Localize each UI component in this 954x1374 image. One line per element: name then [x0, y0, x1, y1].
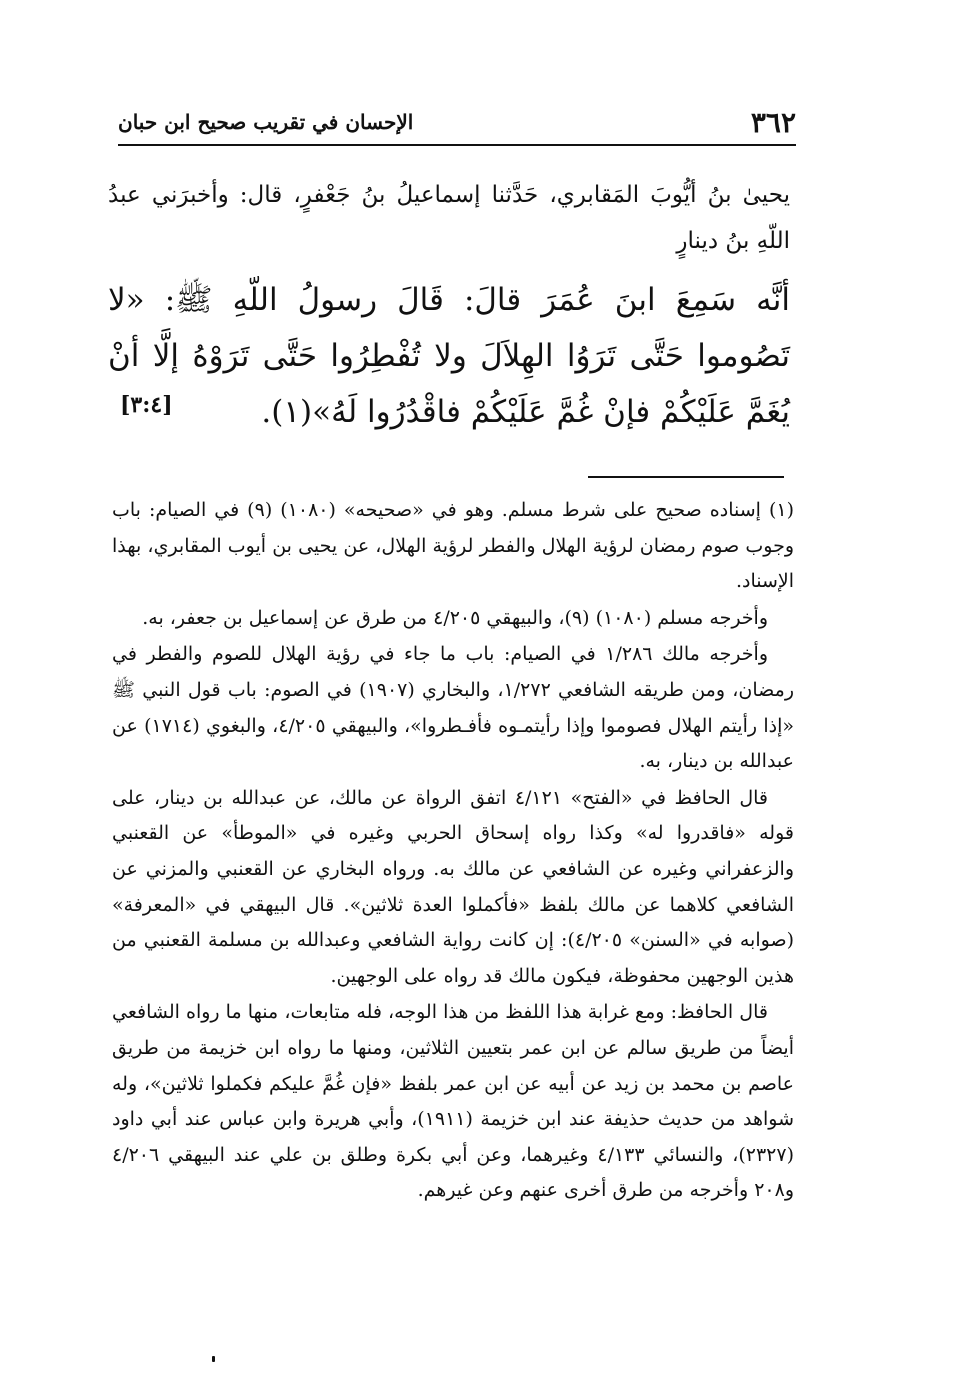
hadith-text: أنَّه سَمِعَ ابنَ عُمَرَ قالَ: قَالَ رسولُ اللّهِ ﷺ: «لا تَصُوموا حَتَّى تَرَوُا الهِلاَلَ ولا تُفْطِرُوا حَتَّى تَرَوْهُ إلَّا أنْ يُغَمَّ عَلَيْكُمْ فإنْ غُمَّ عَلَيْكُمْ فاقْدُرُوا لَهُ»(١). [108, 282, 790, 430]
footnotes [112, 493, 794, 1210]
footnote-paragraph: وأخرجه مسلم (١٠٨٠) (٩)، والبيهقي ٤/٢٠٥ من طرق عن إسماعيل بن جعفر، به. [142, 606, 768, 629]
hadith-chain: يحيىٰ بنُ أيُّوبَ المَقابري، حَدَّثنا إسماعيلُ بنُ جَعْفرٍ، قال: وأخبرَني عبدُ اللّهِ بنُ دينارٍ [108, 182, 790, 254]
footnote-paragraph: قال الحافظ في «الفتح» ٤/١٢١ اتفق الرواة عن مالك، عن عبدالله بن دينار، على قوله «فاقدروا له» وكذا رواه إسحاق الحربي وغيره في «الموطأ» عن القعنبي والزعفراني وغيره عن الشافعي عن مالك به. ورواه البخاري عن القعنبي والمزني عن الشافعي كلاهما عن مالك بلفظ «فأكملوا العدة ثلاثين». قال البيهقي في «المعرفة» (صوابه في «السنن» ٤/٢٠٥): إن كانت رواية الشافعي وعبدالله بن مسلمة القعنبي من هذين الوجهين محفوظة، فيكون مالك قد رواه على الوجهين. [112, 786, 794, 987]
hadith-text-block [108, 272, 790, 440]
footnote-paragraph: وأخرجه مالك ١/٢٨٦ في الصيام: باب ما جاء في رؤية الهلال للصوم والفطر في رمضان، ومن طريقه الشافعي ١/٢٧٢، والبخاري (١٩٠٧) في الصوم: باب قول النبي ﷺ «إذا رأيتم الهلال فصوموا وإذا رأيتمـوه فأفـطروا»، والبيهقي ٤/٢٠٥، والبغوي (١٧١٤) عن عبدالله بن دينار، به. [112, 643, 795, 773]
footnote-paragraph: (١) إسناده صحيح على شرط مسلم. وهو في «صحيحه» (١٠٨٠) (٩) في الصيام: باب وجوب صوم رمضان لرؤية الهلال والفطر لرؤية الهلال، عن يحيى بن أيوب المقابري، بهذا الإسناد. [112, 499, 794, 593]
page-number: ٣٦٢ [750, 106, 796, 139]
ink-speck [212, 1356, 215, 1362]
footnote-divider [588, 476, 784, 478]
book-title: الإحسان في تقريب صحيح ابن حبان [118, 110, 414, 134]
hadith-reference: [٣:٤] [120, 392, 173, 418]
running-header [118, 104, 796, 146]
footnote-paragraph: قال الحافظ: ومع غرابة هذا اللفظ من هذا الوجه، فله متابعات، منها ما رواه الشافعي أيضاً من طريق سالم عن ابن عمر بتعيين الثلاثين، ومنها ما رواه ابن خزيمة من طريق عاصم بن محمد بن زيد عن أبيه عن ابن عمر بلفظ «فإن غُمَّ عليكم فكملوا ثلاثين»، وله شواهد من حديث حذيفة عند ابن خزيمة (١٩١١)، وأبي هريرة وابن عباس عند أبي داود (٢٣٢٧)، والنسائي ٤/١٣٣ وغيرهما، وعن أبي بكرة وطلق بن علي عند البيهقي ٤/٢٠٦ و٢٠٨ وأخرجه من طرق أخرى عنهم وعن غيرهم. [112, 1001, 794, 1202]
